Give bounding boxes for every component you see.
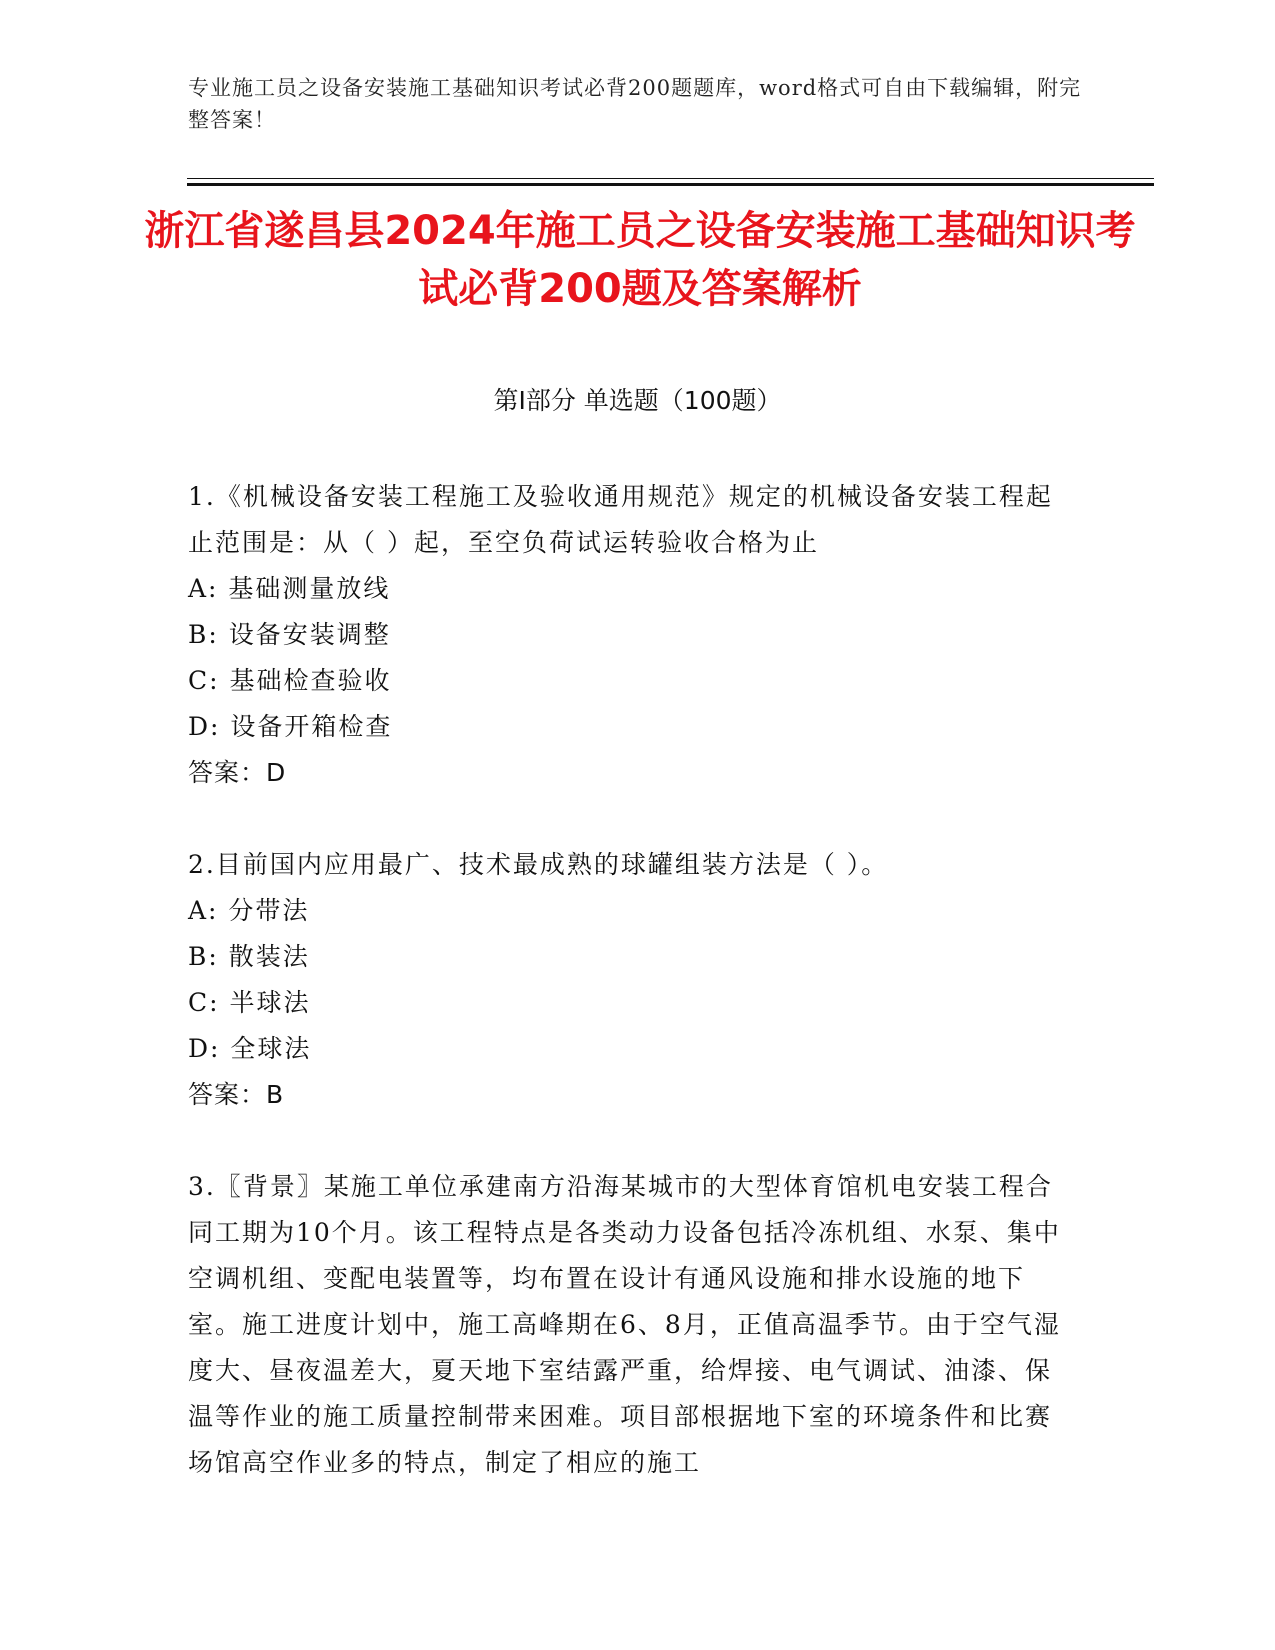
question-stem: 3.〖背景〗某施工单位承建南方沿海某城市的大型体育馆机电安装工程合同工期为10个月。该工程特点是各类动力设备包括冷冻机组、水泵、集中空调机组、变配电装置等，均布置在设计有通风设施和排水设施的地下室。施工进度计划中，施工高峰期在6、8月，正值高温季节。由于空气湿度大、昼夜温差大，夏天地下室结露严重，给焊接、电气调试、油漆、保温等作业的施工质量控制带来困难。项目部根据地下室的环境条件和比赛场馆高空作业多的特点，制定了相应的施工 (188, 1172, 1061, 1477)
question-3 (188, 1164, 1068, 1486)
question-stem: 2.目前国内应用最广、技术最成熟的球罐组装方法是（ ）。 (188, 850, 889, 879)
option-d: D: 全球法 (188, 1034, 312, 1063)
header-divider-thin (187, 178, 1154, 179)
option-b: B: 设备安装调整 (188, 620, 391, 649)
answer: 答案：B (188, 1080, 285, 1109)
option-a: A: 基础测量放线 (188, 574, 391, 603)
section-heading: 第I部分 单选题（100题） (493, 386, 782, 415)
question-list (188, 474, 1068, 1532)
answer: 答案：D (188, 758, 287, 787)
option-a: A: 分带法 (188, 896, 310, 925)
option-d: D: 设备开箱检查 (188, 712, 393, 741)
option-b: B: 散装法 (188, 942, 310, 971)
question-stem: 1.《机械设备安装工程施工及验收通用规范》规定的机械设备安装工程起止范围是：从（ ）起，至空负荷试运转验收合格为止 (188, 482, 1053, 557)
header-divider-thick (187, 183, 1154, 186)
option-c: C: 半球法 (188, 988, 311, 1017)
document-title: 浙江省遂昌县2024年施工员之设备安装施工基础知识考试必背200题及答案解析 (144, 208, 1136, 312)
header-note: 专业施工员之设备安装施工基础知识考试必背200题题库，word格式可自由下载编辑，附完整答案！ (188, 76, 1082, 132)
question-1 (188, 474, 1068, 796)
option-c: C: 基础检查验收 (188, 666, 392, 695)
question-2 (188, 842, 1068, 1118)
